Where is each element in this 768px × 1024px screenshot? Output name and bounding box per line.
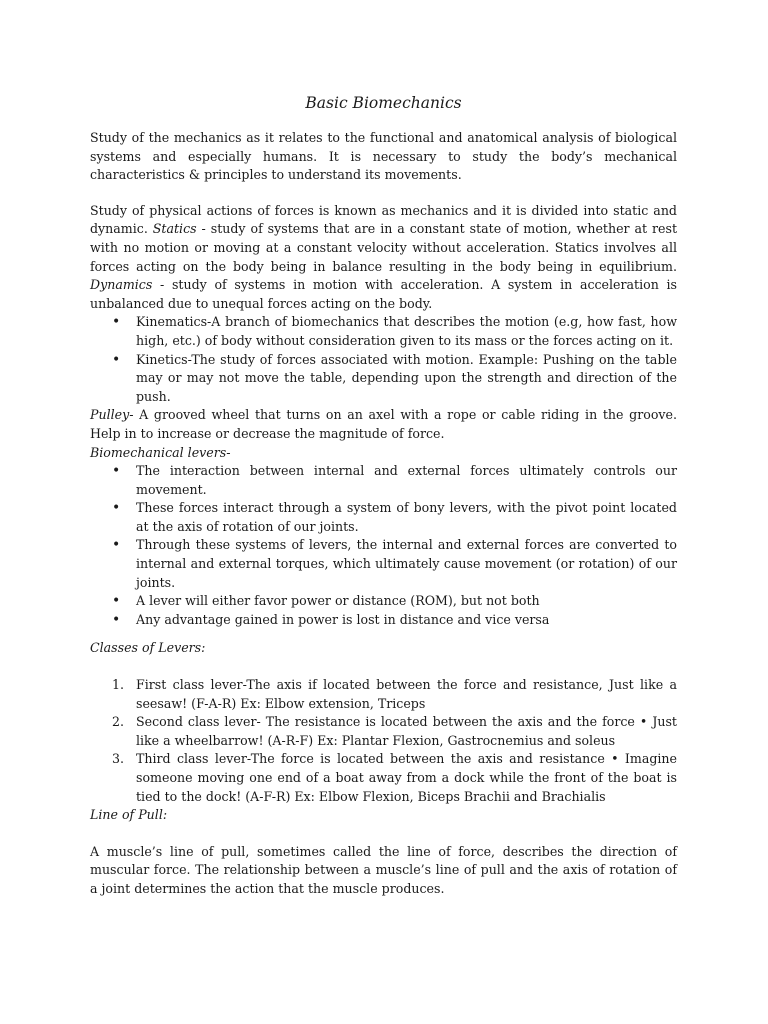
intro-paragraph: Study of the mechanics as it relates to the functional and anatomical analysis of biological systems and especially humans. It is necessary to study the body’s mechanical characteristics & principles to understand its movements. <box>90 130 677 183</box>
pulley-definition: A grooved wheel that turns on an axel with a rope or cable riding in the groove. Help in to increase or decrease the magnitude of force. <box>90 407 677 441</box>
dynamics-definition: - study of systems in motion with acceleration. A system in acceleration is unbalanced due to unequal forces acting on the body. <box>90 277 677 311</box>
statics-term: Statics <box>152 221 197 237</box>
list-number: 2. <box>112 714 125 730</box>
line-of-pull-heading: Line of Pull: <box>90 807 168 823</box>
statics-definition: - study of systems that are in a constant state of motion, whether at rest with no motion or moving at a constant velocity without acceleration. Statics involves all forces acting on the body being in balance resulting in the body being in equilibrium. <box>90 221 678 274</box>
levers-heading: Biomechanical levers- <box>90 444 231 460</box>
list-item: • The interaction between internal and external forces ultimately controls our movement. <box>90 462 677 499</box>
branches-list <box>90 313 677 406</box>
list-item <box>90 750 677 806</box>
list-item: • Any advantage gained in power is lost in distance and vice versa <box>90 611 677 630</box>
line-of-pull-paragraph: A muscle’s line of pull, sometimes called the line of force, describes the direction of muscular force. The relationship between a muscle’s line of pull and the axis of rotation of a joint determines the action that the muscle produces. <box>90 843 677 896</box>
mechanics-paragraph <box>90 202 677 314</box>
list-number: 3. <box>112 751 125 767</box>
pulley-term: Pulley- <box>90 407 134 423</box>
pulley-paragraph <box>90 406 677 443</box>
list-item-text: First class lever-The axis if located between the force and resistance, Just like a seesaw! (F-A-R) Ex: Elbow extension, Triceps <box>136 677 677 711</box>
classes-list <box>90 676 677 806</box>
page-title: Basic Biomechanics <box>305 94 462 112</box>
list-item-text: Third class lever-The force is located between the axis and resistance • Imagine someone moving one end of a boat away from a dock while the front of the boat is tied to the dock! (A-F-R) Ex: Elbow Flexion, Biceps Brachii and Brachialis <box>136 751 677 804</box>
list-item: • These forces interact through a system of bony levers, with the pivot point located at the axis of rotation of our joints. <box>90 499 677 536</box>
classes-heading: Classes of Levers: <box>90 640 206 656</box>
mechanics-lead: Study of physical actions of forces is known as mechanics and it is divided into static and dynamic. <box>90 202 677 237</box>
list-item: • Kinematics-A branch of biomechanics that describes the motion (e.g, how fast, how high, etc.) of body without consideration given to its mass or the forces acting on it. <box>90 313 677 350</box>
document-page <box>90 90 677 899</box>
list-item: • A lever will either favor power or distance (ROM), but not both <box>90 592 677 611</box>
dynamics-term: Dynamics <box>90 277 153 293</box>
list-number: 1. <box>112 677 125 693</box>
list-item <box>90 676 677 713</box>
levers-list <box>90 462 677 629</box>
list-item <box>90 713 677 750</box>
list-item: • Through these systems of levers, the internal and external forces are converted to internal and external torques, which ultimately cause movement (or rotation) of our joints. <box>90 536 677 592</box>
list-item-text: Second class lever- The resistance is located between the axis and the force • Just like a wheelbarrow! (A-R-F) Ex: Plantar Flexion, Gastrocnemius and soleus <box>136 714 677 748</box>
list-item: • Kinetics-The study of forces associated with motion. Example: Pushing on the table may or may not move the table, depending upon the strength and direction of the push. <box>90 351 677 407</box>
